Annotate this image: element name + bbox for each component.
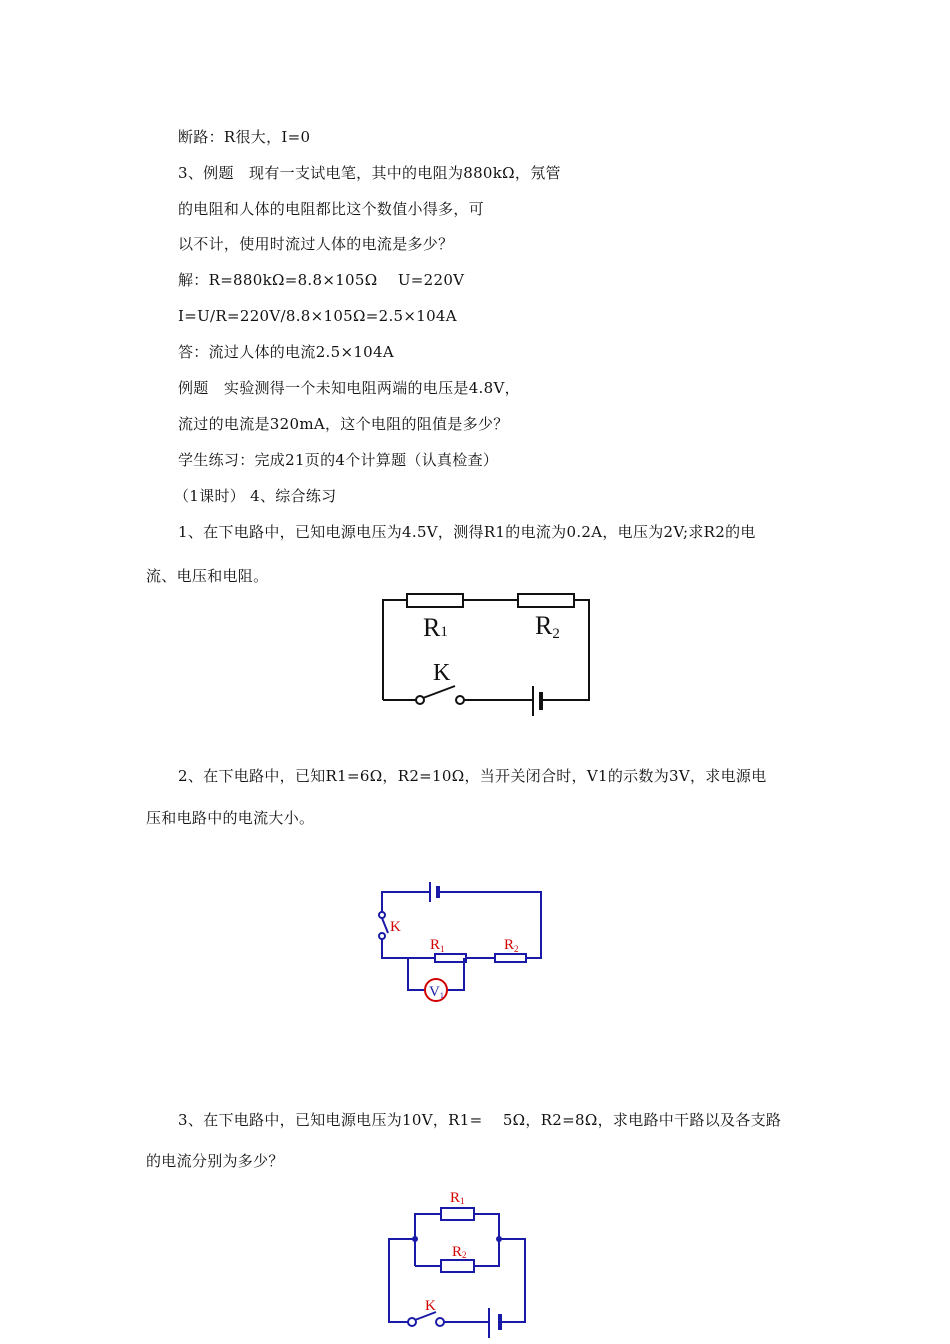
- text-line-open-circuit: 断路：R很大，I=0: [178, 128, 311, 146]
- problem-3-line-1: 3、在下电路中，已知电源电压为10V，R1= 5Ω，R2=8Ω，求电路中干路以及各支路: [178, 1111, 782, 1129]
- circuit2-r2-sub: 2: [514, 944, 519, 954]
- circuit2-switch-label: K: [390, 919, 401, 935]
- problem-3-line-2: 的电流分别为多少？: [146, 1152, 284, 1170]
- text-line-example-3-question: 以不计，使用时流过人体的电流是多少？: [178, 235, 454, 253]
- problem-2-line-1: 2、在下电路中，已知R1=6Ω，R2=10Ω，当开关闭合时，V1的示数为3V，求电源电: [178, 767, 767, 785]
- text-line-formula: I=U/R=220V/8.8×105Ω=2.5×104A: [178, 307, 457, 325]
- problem-1-line-2: 流、电压和电阻。: [146, 567, 269, 585]
- circuit3-switch-label: K: [425, 1298, 436, 1314]
- circuit1-switch-label: K: [433, 660, 451, 686]
- svg-text:R1: [423, 613, 448, 642]
- circuit1-r2-sub: 2: [552, 626, 560, 642]
- junction-dot-right: [496, 1236, 502, 1242]
- problem-1-line-1: 1、在下电路中，已知电源电压为4.5V，测得R1的电流为0.2A，电压为2V;求R2的电: [178, 523, 756, 541]
- circuit3-r1-sub: 1: [460, 1196, 465, 1206]
- text-line-example-2-question: 流过的电流是320mA，这个电阻的阻值是多少？: [178, 415, 509, 433]
- circuit1-r1-label: R: [423, 613, 441, 642]
- circuit2-r1-sub: 1: [440, 944, 445, 954]
- circuit3-r1-label: R: [450, 1190, 461, 1206]
- text-line-example-2: 例题 实验测得一个未知电阻两端的电压是4.8V，: [178, 379, 520, 397]
- circuit-diagram-2: [370, 880, 550, 1005]
- text-line-lesson: （1课时） 4、综合练习: [174, 487, 337, 505]
- circuit1-r1-sub: 1: [440, 624, 448, 640]
- text-line-practice: 学生练习：完成21页的4个计算题（认真检查）: [178, 451, 499, 469]
- circuit2-voltmeter-label: V: [429, 984, 440, 1000]
- text-line-example-3-cont: 的电阻和人体的电阻都比这个数值小得多，可: [178, 200, 485, 218]
- circuit1-r2-label: R: [535, 611, 553, 640]
- circuit-diagram-1: [375, 588, 600, 718]
- circuit2-r1-label: R: [430, 937, 441, 953]
- svg-text:R2: [504, 937, 519, 954]
- circuit2-voltmeter-sub: 1: [439, 991, 444, 1000]
- circuit3-r2-sub: 2: [462, 1250, 467, 1260]
- svg-text:R1: [450, 1190, 465, 1206]
- text-line-solution: 解：R=880kΩ=8.8×105Ω U=220V: [178, 271, 465, 289]
- circuit3-r2-label: R: [452, 1244, 463, 1260]
- svg-text:R2: [452, 1244, 467, 1260]
- circuit2-r2-label: R: [504, 937, 515, 953]
- svg-text:R1: [430, 937, 445, 954]
- text-line-example-3: 3、例题 现有一支试电笔，其中的电阻为880kΩ，氖管: [178, 164, 561, 182]
- svg-text:R2: [535, 611, 560, 642]
- circuit-diagram-3: [380, 1180, 540, 1344]
- junction-dot-left: [412, 1236, 418, 1242]
- text-line-answer: 答：流过人体的电流2.5×104A: [178, 343, 394, 361]
- problem-2-line-2: 压和电路中的电流大小。: [146, 809, 315, 827]
